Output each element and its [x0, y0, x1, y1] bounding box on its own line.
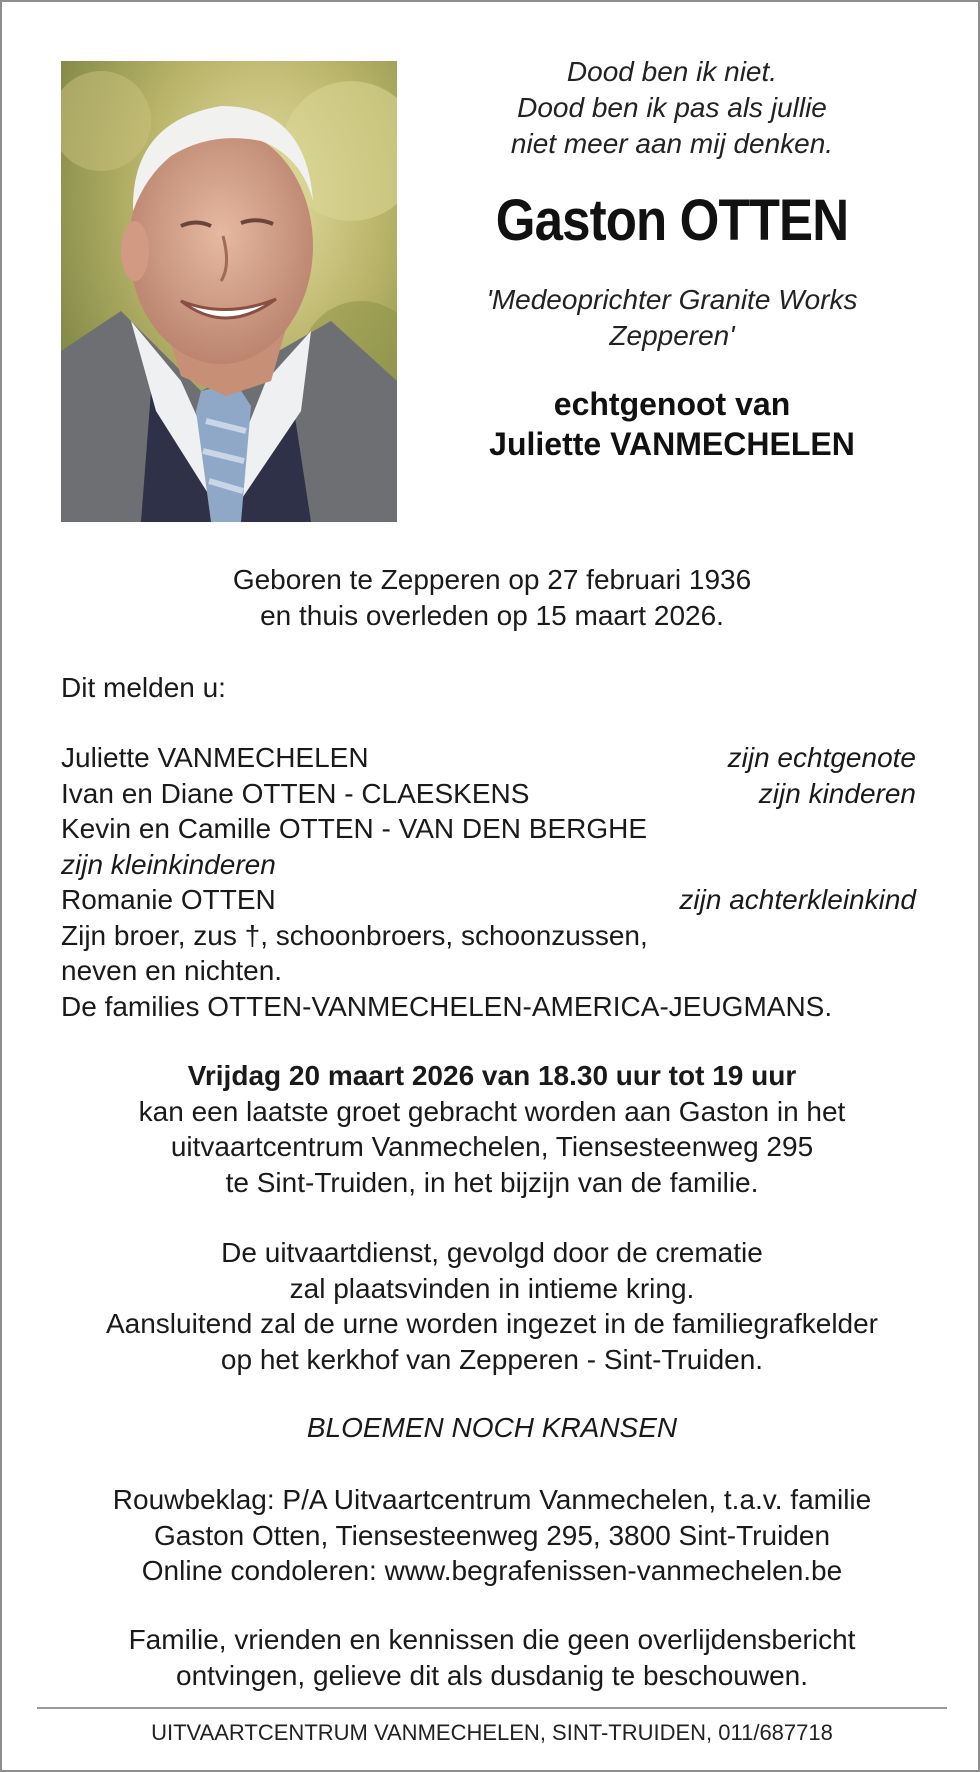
relative-relation: zijn kleinkinderen: [61, 848, 276, 880]
born-line: Geboren te Zepperen op 27 februari 1936: [232, 564, 752, 595]
relative-row: [61, 882, 916, 918]
visitation-info: [2, 1058, 980, 1200]
visitation-line: te Sint-Truiden, in het bijzijn van de familie.: [225, 1166, 759, 1198]
quote-line: niet meer aan mij denken.: [510, 128, 834, 159]
quote-line: Dood ben ik niet.: [566, 56, 778, 87]
condolences-info: [2, 1482, 980, 1589]
service-line: Aansluitend zal de urne worden ingezet in de familiegrafkelder: [105, 1308, 879, 1339]
family-line: Zijn broer, zus †, schoonbroers, schoonzussen,: [61, 919, 648, 951]
quote-line: Dood ben ik pas als jullie: [517, 92, 827, 123]
spouse-name: Juliette VANMECHELEN: [489, 426, 855, 462]
announce-label: Dit melden u:: [61, 672, 226, 703]
service-line: De uitvaartdienst, gevolgd door de crematie: [221, 1237, 763, 1268]
deceased-role: [422, 282, 922, 354]
relative-row: [61, 740, 916, 776]
relative-name: Romanie OTTEN: [61, 884, 276, 915]
relative-name: Kevin en Camille OTTEN - VAN DEN BERGHE: [61, 813, 648, 844]
service-info: [2, 1235, 980, 1377]
relative-relation: zijn echtgenote: [727, 742, 916, 773]
closing-notice: [2, 1622, 980, 1693]
memorial-quote: [422, 54, 922, 162]
visitation-line: uitvaartcentrum Vanmechelen, Tiensesteenweg 295: [170, 1131, 814, 1162]
relative-row: [61, 776, 916, 812]
notice-line: ontvingen, gelieve dit als dusdanig te beschouwen.: [176, 1659, 808, 1691]
condolence-line: Online condoleren: www.begrafenissen-vanmechelen.be: [141, 1555, 843, 1586]
family-line: neven en nichten.: [61, 955, 283, 986]
condolence-line: Gaston Otten, Tiensesteenweg 295, 3800 Sint-Truiden: [153, 1519, 831, 1551]
died-line: en thuis overleden op 15 maart 2026.: [260, 600, 724, 631]
relative-relation: zijn achterkleinkind: [679, 884, 916, 915]
service-line: op het kerkhof van Zepperen - Sint-Truiden.: [220, 1343, 764, 1375]
flowers-notice: BLOEMEN NOCH KRANSEN: [306, 1412, 678, 1443]
service-line: zal plaatsvinden in intieme kring.: [289, 1272, 695, 1304]
notice-line: Familie, vrienden en kennissen die geen overlijdensbericht: [128, 1624, 856, 1655]
spouse-line: echtgenoot van: [553, 386, 791, 422]
family-line: De families OTTEN-VANMECHELEN-AMERICA-JEUGMANS.: [61, 990, 833, 1022]
birth-death-info: [2, 562, 980, 634]
footer-funeral-home: UITVAARTCENTRUM VANMECHELEN, SINT-TRUIDEN, 011/687718: [151, 1720, 833, 1745]
visitation-line: kan een laatste groet gebracht worden aan Gaston in het: [138, 1095, 846, 1127]
header-text: [422, 54, 922, 464]
condolence-line: Rouwbeklag: P/A Uitvaartcentrum Vanmechelen, t.a.v. familie: [112, 1484, 872, 1515]
relative-name: Ivan en Diane OTTEN - CLAESKENS: [61, 777, 530, 809]
footer-divider: [37, 1707, 947, 1709]
relative-row: [61, 811, 916, 847]
visitation-heading: Vrijdag 20 maart 2026 van 18.30 uur tot 19 uur: [187, 1060, 797, 1091]
relatives-list: [61, 740, 916, 1024]
deceased-name: Gaston OTTEN: [495, 188, 849, 253]
relative-name: Juliette VANMECHELEN: [61, 742, 369, 773]
role-line: Zepperen': [609, 320, 735, 351]
portrait-photo-icon: [61, 61, 397, 522]
spouse-info: [422, 384, 922, 464]
relative-relation: zijn kinderen: [758, 777, 916, 809]
role-line: 'Medeoprichter Granite Works: [486, 284, 858, 315]
